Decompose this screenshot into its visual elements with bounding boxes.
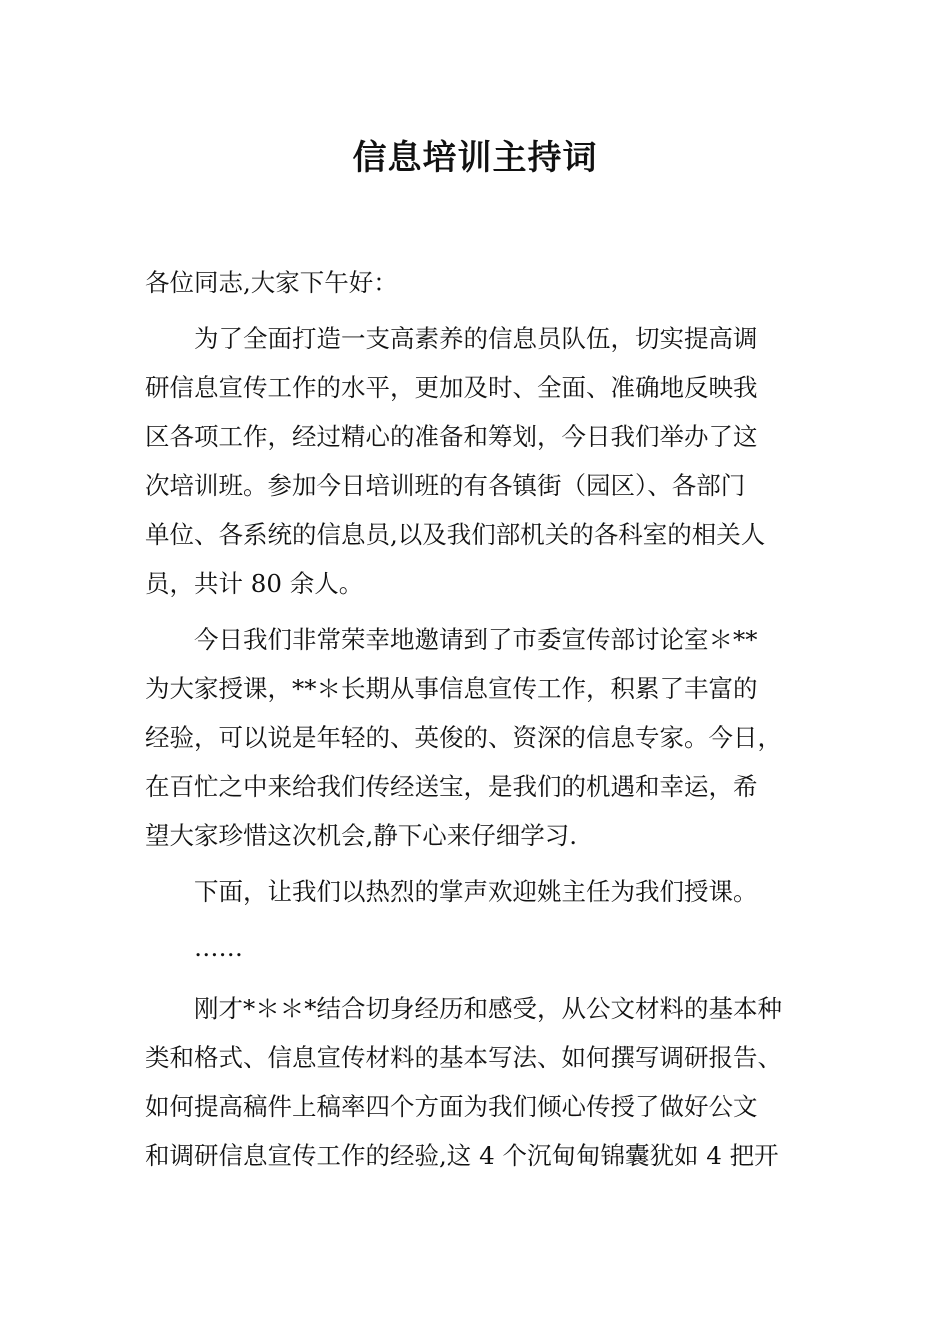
document-body <box>145 258 805 1180</box>
paragraph-line: 和调研信息宣传工作的经验,这 4 个沉甸甸锦囊犹如 4 把开 <box>145 1141 779 1170</box>
paragraph-2 <box>145 615 805 860</box>
paragraph-line: 单位、各系统的信息员,以及我们部机关的各科室的相关人 <box>145 520 766 549</box>
paragraph-line: 刚才*＊＊*结合切身经历和感受，从公文材料的基本种 <box>194 994 782 1023</box>
greeting-line: 各位同志,大家下午好： <box>145 268 398 297</box>
paragraph-line: 望大家珍惜这次机会,静下心来仔细学习. <box>145 821 578 850</box>
paragraph-3 <box>145 867 805 916</box>
paragraph-1 <box>145 314 805 608</box>
ellipsis-paragraph <box>145 923 805 972</box>
document-title: 信息培训主持词 <box>352 138 598 178</box>
paragraph-line: 在百忙之中来给我们传经送宝，是我们的机遇和幸运，希 <box>145 772 758 801</box>
paragraph-line: 如何提高稿件上稿率四个方面为我们倾心传授了做好公文 <box>145 1092 758 1121</box>
paragraph-line: 类和格式、信息宣传材料的基本写法、如何撰写调研报告、 <box>145 1043 782 1072</box>
paragraph-line: 区各项工作，经过精心的准备和筹划，今日我们举办了这 <box>145 422 758 451</box>
paragraph-line: 研信息宣传工作的水平，更加及时、全面、准确地反映我 <box>145 373 758 402</box>
paragraph-line: 下面，让我们以热烈的掌声欢迎姚主任为我们授课。 <box>194 877 758 906</box>
paragraph-line: 为大家授课，**＊长期从事信息宣传工作，积累了丰富的 <box>145 674 758 703</box>
paragraph-4 <box>145 984 805 1180</box>
paragraph-line: 员，共计 80 余人。 <box>145 569 364 598</box>
paragraph-line: 为了全面打造一支高素养的信息员队伍，切实提高调 <box>194 324 758 353</box>
paragraph-line: 经验，可以说是年轻的、英俊的、资深的信息专家。今日， <box>145 723 782 752</box>
ellipsis-line: …… <box>194 933 243 962</box>
paragraph-line: 今日我们非常荣幸地邀请到了市委宣传部讨论室＊** <box>194 625 758 654</box>
paragraph-line: 次培训班。参加今日培训班的有各镇街（园区）、各部门 <box>145 471 746 500</box>
